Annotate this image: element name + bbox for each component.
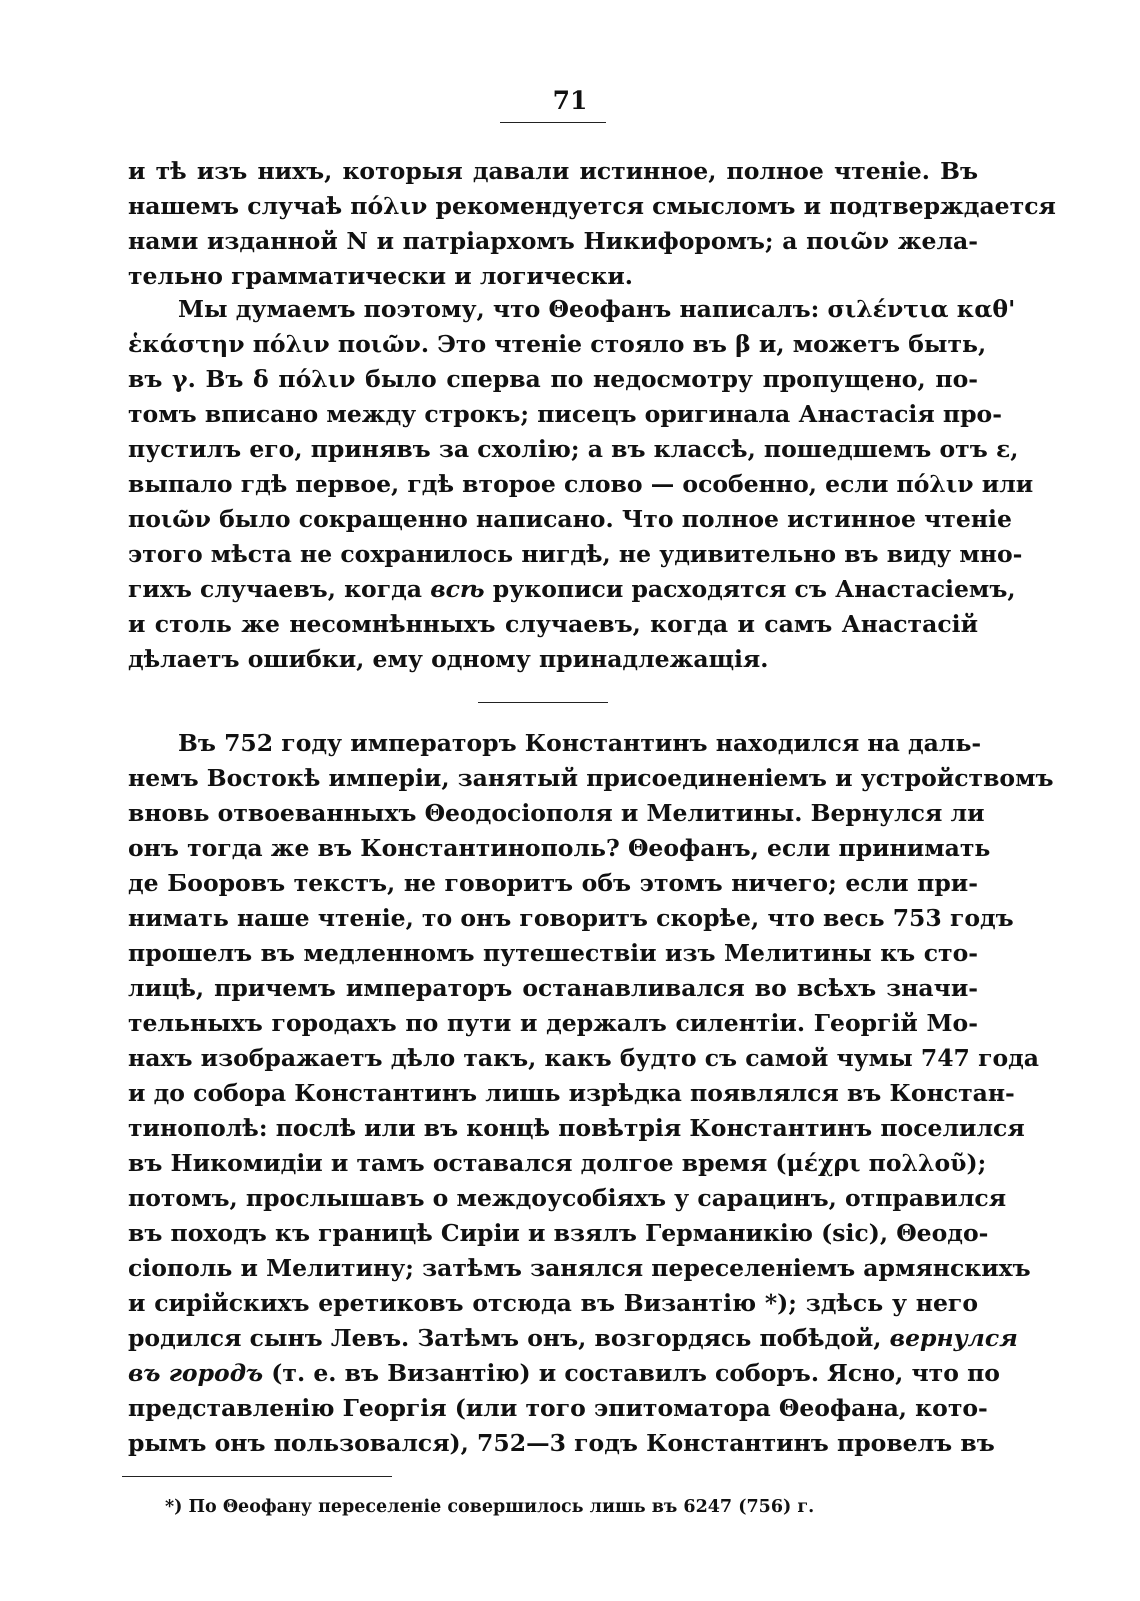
text-line: прошелъ въ медленномъ путешествіи изъ Мелитины къ сто-	[128, 939, 978, 967]
text-line: рымъ онъ пользовался), 752—3 годъ Константинъ провелъ въ	[128, 1429, 995, 1457]
page-number: 71	[552, 86, 588, 115]
text-line: де Бооровъ текстъ, не говоритъ объ этомъ ничего; если при-	[128, 869, 978, 897]
text-line: нами изданной N и патріархомъ Никифоромъ; а ποιῶν жела-	[128, 227, 978, 255]
text-line: ἑκάστην πόλιν ποιῶν. Это чтеніе стояло въ β и, можетъ быть,	[128, 330, 987, 358]
text-line: томъ вписано между строкъ; писецъ оригинала Анастасія про-	[128, 400, 1002, 428]
text-segment: (т. е. въ Византію) и составилъ соборъ. Ясно, что по	[263, 1359, 1000, 1387]
text-segment: гихъ случаевъ, когда	[128, 575, 431, 603]
text-line: въ походъ къ границѣ Сиріи и взялъ Германикію (sic), Θеодо-	[128, 1219, 989, 1247]
text-line: вновь отвоеванныхъ Θеодосіополя и Мелитины. Вернулся ли	[128, 799, 985, 827]
text-line: пустилъ его, принявъ за схолію; а въ классѣ, пошедшемъ отъ ε,	[128, 435, 1019, 463]
text-line	[128, 1356, 1000, 1391]
text-line	[128, 572, 1016, 607]
paragraph-2	[128, 292, 1034, 677]
emphasis-text: всѣ	[430, 575, 485, 603]
paragraph-3	[128, 726, 1054, 1461]
text-line: и столь же несомнѣнныхъ случаевъ, когда и самъ Анастасій	[128, 610, 978, 638]
text-line: ποιῶν было сокращенно написано. Что полное истинное чтеніе	[128, 505, 1012, 533]
text-segment: родился сынъ Левъ. Затѣмъ онъ, возгордясь побѣдой,	[128, 1324, 890, 1352]
text-line: представленію Георгія (или того эпитоматора Θеофана, кото-	[128, 1394, 988, 1422]
page-number-rule	[500, 122, 606, 123]
text-line: нахъ изображаетъ дѣло такъ, какъ будто съ самой чумы 747 года	[128, 1044, 1040, 1072]
text-line: тинополѣ: послѣ или въ концѣ повѣтрія Константинъ поселился	[128, 1114, 1025, 1142]
text-line: лицѣ, причемъ императоръ останавливался во всѣхъ значи-	[128, 974, 978, 1002]
text-line: немъ Востокѣ имперіи, занятый присоединеніемъ и устройствомъ	[128, 764, 1054, 792]
paragraph-1	[128, 154, 1056, 294]
text-line: тельныхъ городахъ по пути и держалъ силентіи. Георгій Мо-	[128, 1009, 978, 1037]
text-line: тельно грамматически и логически.	[128, 262, 633, 290]
footnote: *) По Θеофану переселеніе совершилось лишь въ 6247 (756) г.	[165, 1497, 815, 1517]
text-line: потомъ, прослышавъ о междоусобіяхъ у сарацинъ, отправился	[128, 1184, 1007, 1212]
text-line: въ γ. Въ δ πόλιν было сперва по недосмотру пропущено, по-	[128, 365, 978, 393]
text-line: нашемъ случаѣ πόλιν рекомендуется смысломъ и подтверждается	[128, 192, 1056, 220]
text-line: и до собора Константинъ лишь изрѣдка появлялся въ Констан-	[128, 1079, 1015, 1107]
text-line: сіополь и Мелитину; затѣмъ занялся переселеніемъ армянскихъ	[128, 1254, 1031, 1282]
emphasis-text: въ городъ	[128, 1359, 264, 1387]
text-segment: рукописи расходятся съ Анастасіемъ,	[484, 575, 1016, 603]
text-line: дѣлаетъ ошибки, ему одному принадлежащія.	[128, 645, 769, 673]
text-line: нимать наше чтеніе, то онъ говоритъ скорѣе, что весь 753 годъ	[128, 904, 1014, 932]
text-line	[128, 1321, 1018, 1356]
text-line: въ Никомидіи и тамъ оставался долгое время (μέχρι πολλοῦ);	[128, 1149, 987, 1177]
text-line: этого мѣста не сохранилось нигдѣ, не удивительно въ виду мно-	[128, 540, 1023, 568]
text-line: Въ 752 году императоръ Константинъ находился на даль-	[178, 729, 982, 757]
section-divider	[478, 702, 608, 703]
emphasis-text: вернулся	[889, 1324, 1018, 1352]
text-line: и тѣ изъ нихъ, которыя давали истинное, полное чтеніе. Въ	[128, 157, 978, 185]
text-line: и сирійскихъ еретиковъ отсюда въ Византію *); здѣсь у него	[128, 1289, 978, 1317]
footnote-rule	[122, 1476, 392, 1477]
text-line: выпало гдѣ первое, гдѣ второе слово — особенно, если πόλιν или	[128, 470, 1034, 498]
text-line: онъ тогда же въ Константинополь? Θеофанъ, если принимать	[128, 834, 991, 862]
text-line: Мы думаемъ поэтому, что Θеофанъ написалъ: σιλέντια καθ'	[178, 295, 1016, 323]
